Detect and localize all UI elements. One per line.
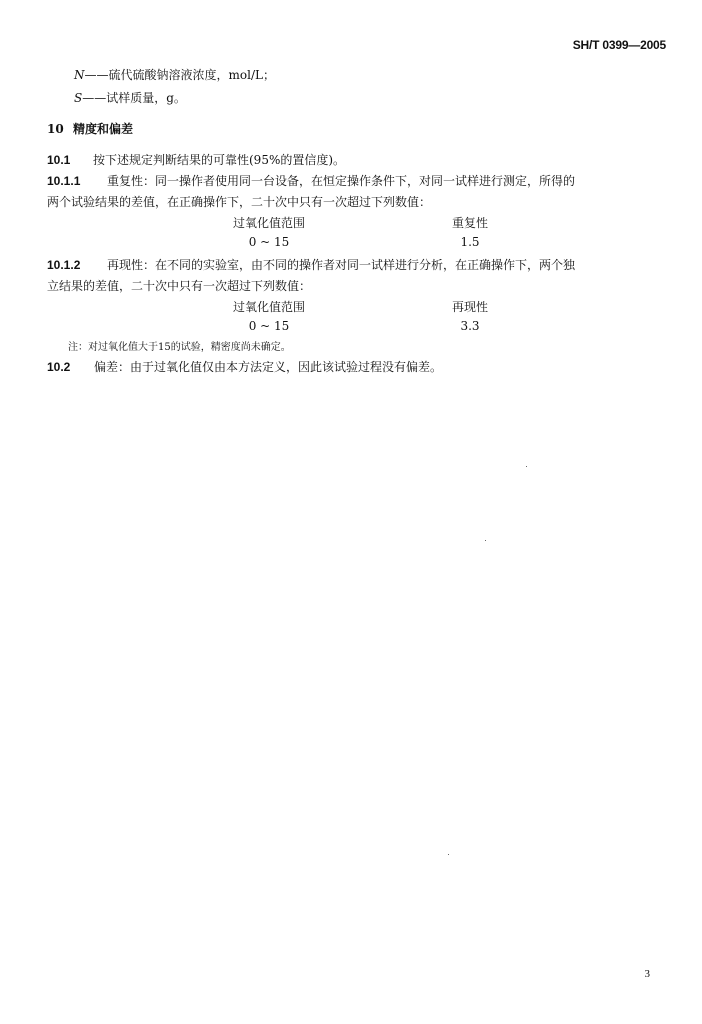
table-header-repeatability: 重复性	[451, 216, 488, 230]
definition-n	[74, 66, 275, 83]
table-cell-repeatability: 1.5	[460, 235, 480, 249]
section-number: 10	[47, 122, 64, 136]
section-title: 精度和偏差	[73, 122, 134, 136]
section-heading	[47, 120, 133, 137]
table-cell-range: 0 ~ 15	[248, 319, 290, 333]
clause-number: 10.1.2	[47, 258, 81, 272]
clause-10-1-2	[47, 256, 575, 273]
definition-s	[74, 89, 186, 106]
table-cell-reproducibility: 3.3	[460, 319, 480, 333]
clause-continuation: 立结果的差值，二十次中只有一次超过下列数值：	[47, 279, 312, 293]
definition-text: ——硫代硫酸钠溶液浓度，mol/L；	[84, 68, 275, 82]
definition-symbol: N	[74, 68, 85, 82]
clause-text: 重复性：同一操作者使用同一台设备，在恒定操作条件下，对同一试样进行测定，所得的	[107, 174, 576, 188]
clause-number: 10.2	[47, 360, 71, 374]
clause-number: 10.1	[47, 153, 71, 167]
clause-text: 再现性：在不同的实验室，由不同的操作者对同一试样进行分析，在正确操作下，两个独	[107, 258, 576, 272]
standard-code: SH/T 0399—2005	[572, 38, 666, 52]
table-header-range: 过氧化值范围	[232, 300, 305, 314]
table-header-reproducibility: 再现性	[451, 300, 488, 314]
scan-speck	[448, 854, 449, 855]
table-cell-range: 0 ~ 15	[248, 235, 290, 249]
page-number: 3	[644, 968, 650, 980]
clause-text: 按下述规定判断结果的可靠性(95%的置信度)。	[93, 153, 346, 167]
definition-text: ——试样质量，g。	[82, 91, 186, 105]
scan-speck	[485, 540, 486, 541]
table-header-range: 过氧化值范围	[232, 216, 305, 230]
scan-speck	[526, 466, 527, 467]
clause-continuation: 两个试验结果的差值，在正确操作下，二十次中只有一次超过下列数值：	[47, 195, 432, 209]
clause-text: 偏差：由于过氧化值仅由本方法定义，因此该试验过程没有偏差。	[94, 360, 443, 374]
clause-number: 10.1.1	[47, 174, 81, 188]
clause-10-2	[47, 358, 442, 375]
clause-10-1	[47, 151, 345, 168]
clause-10-1-1	[47, 172, 575, 189]
note: 注：对过氧化值大于15的试验，精密度尚未确定。	[68, 342, 291, 353]
definition-symbol: S	[74, 91, 83, 105]
